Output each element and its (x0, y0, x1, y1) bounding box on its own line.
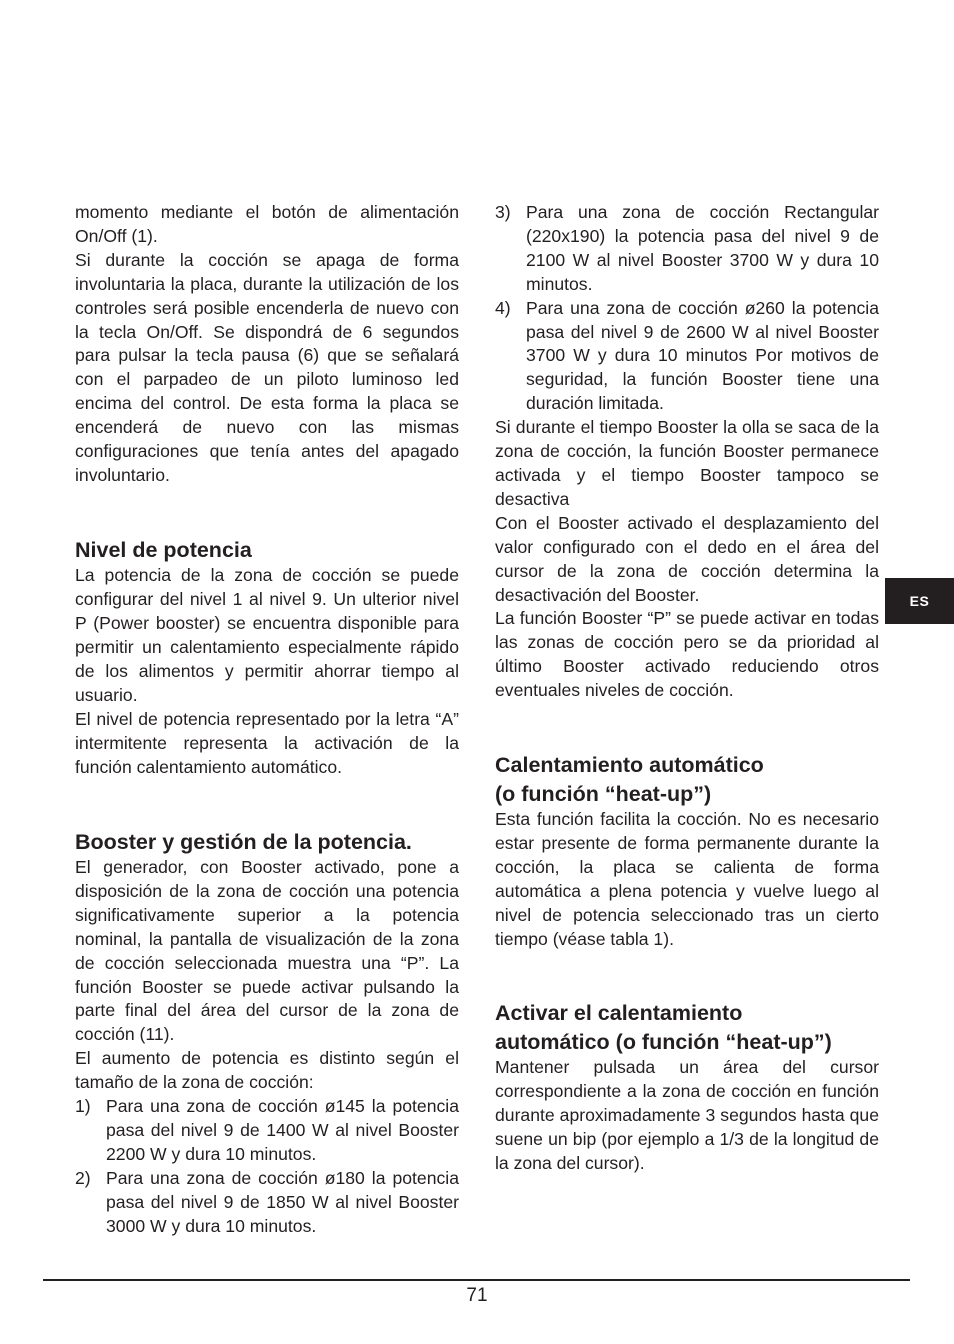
language-tab: ES (885, 578, 954, 624)
booster-pot-removed-paragraph: Si durante el tiempo Booster la olla se saca de la zona de cocción, la función Booster permanece activada y el tiempo Booster tampoco se desactiva (495, 417, 879, 509)
section-gap (75, 488, 459, 536)
list-item-text: Para una zona de cocción Rectangular (220x190) la potencia pasa del nivel 9 de 2100 W al nivel Booster 3700 W y dura 10 minutos. (526, 202, 879, 294)
list-item (75, 1095, 459, 1167)
heading-line: (o función “heat-up”) (495, 781, 712, 806)
page-number: 71 (466, 1285, 488, 1306)
left-column (75, 201, 459, 1239)
booster-paragraph-2: El aumento de potencia es distinto según el tamaño de la zona de cocción: (75, 1048, 459, 1093)
booster-priority-paragraph: La función Booster “P” se puede activar en todas las zonas de cocción pero se da prioridad al último Booster activado reduciendo otros eventuales niveles de cocción. (495, 608, 879, 701)
nivel-paragraph-1: La potencia de la zona de cocción se puede configurar del nivel 1 al nivel 9. Un ulterior nivel P (Power booster) se encuentra disponible para permitir un calentamiento especialmente rápido de los alimentos y permitir ahorrar tiempo al usuario. (75, 565, 459, 705)
section-gap (75, 780, 459, 828)
activar-paragraph: Mantener pulsada un área del cursor correspondiente a la zona de cocción en función durante aproximadamente 3 segundos hasta que suene un bip (por ejemplo a 1/3 de la longitud de la zona del cursor). (495, 1057, 879, 1174)
heading-calentamiento-automatico (495, 751, 879, 808)
booster-list-right (495, 201, 879, 416)
heading-line: Activar el calentamiento (495, 1001, 743, 1026)
booster-list-left (75, 1095, 459, 1238)
list-item (75, 1167, 459, 1239)
section-gap (495, 951, 879, 999)
list-item-number: 4) (495, 297, 511, 318)
list-item-number: 1) (75, 1096, 91, 1117)
list-item-number: 2) (75, 1167, 91, 1188)
heading-nivel-de-potencia: Nivel de potencia (75, 537, 252, 562)
booster-deactivation-paragraph: Con el Booster activado el desplazamiento del valor configurado con el dedo en el área del cursor de la zona de cocción determina la desactivación del Booster. (495, 512, 879, 605)
heatup-paragraph: Esta función facilita la cocción. No es necesario estar presente de forma permanente durante la cocción, la placa se calienta de forma automática a plena potencia y vuelve luego al nivel de potencia seleccionado tras un cierto tiempo (véase tabla 1). (495, 809, 879, 949)
list-item (495, 201, 879, 297)
heading-booster: Booster y gestión de la potencia. (75, 829, 412, 854)
footer-divider (43, 1279, 910, 1281)
list-item-text: Para una zona de cocción ø180 la potencia pasa del nivel 9 de 1850 W al nivel Booster 3000 W y dura 10 minutos. (106, 1167, 459, 1236)
intro-paragraph-2: Si durante la cocción se apaga de forma involuntaria la placa, durante la utilización de los controles será posible encenderla de nuevo con la tecla On/Off. Se dispondrá de 6 segundos para pulsar la tecla pausa (6) que se señalará con el parpadeo de un piloto luminoso led encima del control. De esta forma la placa se encenderá de nuevo con las mismas configuraciones que tenía antes del apagado involuntario. (75, 249, 459, 485)
heading-activar-calentamiento (495, 999, 879, 1056)
booster-paragraph-1: El generador, con Booster activado, pone a disposición de la zona de cocción una potencia significativamente superior a la potencia nominal, la pantalla de visualización de la zona de cocción seleccionada muestra una “P”. La función Booster se puede activar pulsando la parte final del área del cursor de la zona de cocción (11). (75, 857, 459, 1045)
section-gap (495, 703, 879, 751)
list-item (495, 297, 879, 417)
list-item-text: Para una zona de cocción ø260 la potencia pasa del nivel 9 de 2600 W al nivel Booster 3700 W y dura 10 minutos Por motivos de seguridad, la función Booster tiene una duración limitada. (526, 297, 879, 414)
heading-line: automático (o función “heat-up”) (495, 1029, 832, 1054)
heading-line: Calentamiento automático (495, 753, 764, 778)
nivel-paragraph-2: El nivel de potencia representado por la letra “A” intermitente representa la activación de la función calentamiento automático. (75, 708, 459, 777)
right-column (495, 201, 879, 1176)
list-item-text: Para una zona de cocción ø145 la potencia pasa del nivel 9 de 1400 W al nivel Booster 2200 W y dura 10 minutos. (106, 1096, 459, 1164)
list-item-number: 3) (495, 202, 511, 222)
intro-paragraph-1: momento mediante el botón de alimentación On/Off (1). (75, 202, 459, 246)
